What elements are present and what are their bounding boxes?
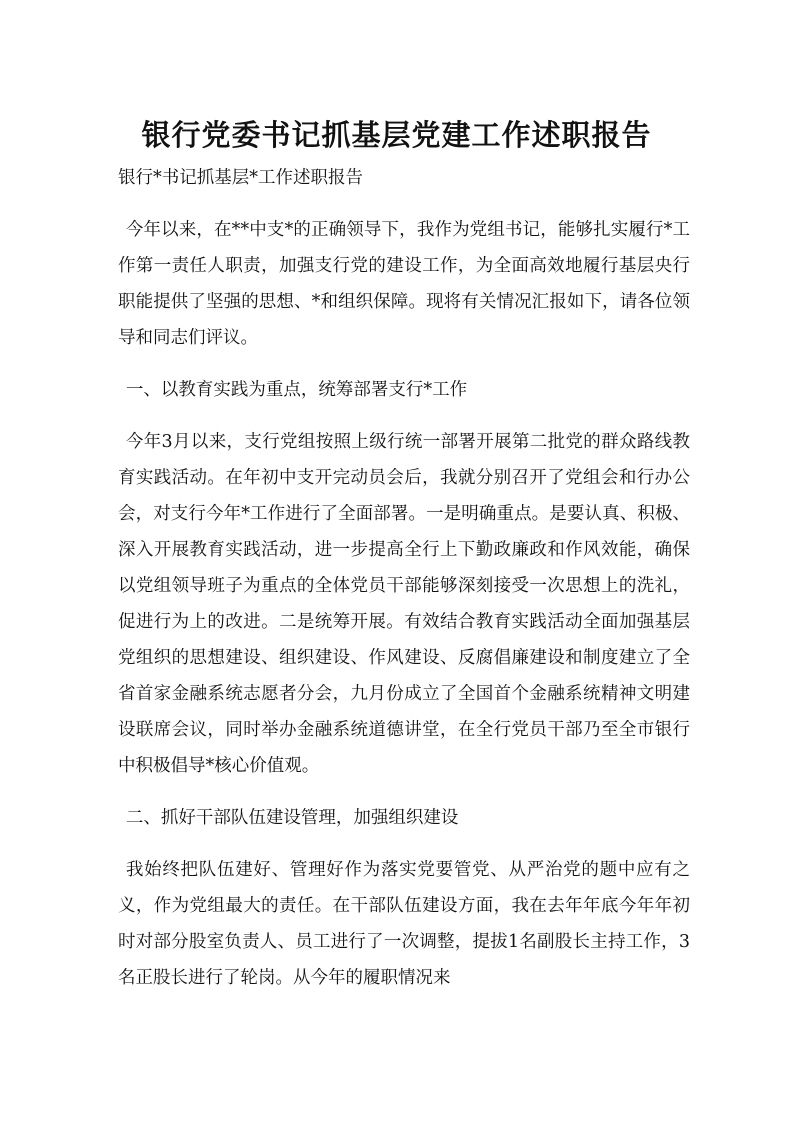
document-body [118, 160, 690, 1012]
document-subtitle: 银行*书记抓基层*工作述职报告 [118, 168, 363, 188]
section-heading-2: 二、抓好干部队伍建设管理，加强组织建设 [125, 808, 459, 828]
paragraph-section-2: 我始终把队伍建好、管理好作为落实党要管党、从严治党的题中应有之义，作为党组最大的责任。在干部队伍建设方面，我在去年年底今年年初时对部分股室负责人、员工进行了一次调整，提拔1名副股长主持工作，3名正股长进行了轮岗。从今年的履职情况来 [118, 860, 690, 988]
paragraph-section-1: 今年3月以来，支行党组按照上级行统一部署开展第二批党的群众路线教育实践活动。在年初中支开完动员会后，我就分别召开了党组会和行办公会，对支行今年*工作进行了全面部署。一是明确重点。是要认真、积极、深入开展教育实践活动，进一步提高全行上下勤政廉政和作风效能，确保以党组领导班子为重点的全体党员干部能够深刻接受一次思想上的洗礼，促进行为上的改进。二是统筹开展。有效结合教育实践活动全面加强基层党组织的思想建设、组织建设、作风建设、反腐倡廉建设和制度建立了全省首家金融系统志愿者分会，九月份成立了全国首个金融系统精神文明建设联席会议，同时举办金融系统道德讲堂，在全行党员干部乃至全市银行中积极倡导*核心价值观。 [118, 432, 690, 776]
document-title: 银行党委书记抓基层党建工作述职报告 [141, 118, 652, 153]
section-heading-1: 一、以教育实践为重点，统筹部署支行*工作 [125, 380, 468, 400]
paragraph-intro: 今年以来，在**中支*的正确领导下，我作为党组书记，能够扎实履行*工作第一责任人职责，加强支行党的建设工作，为全面高效地履行基层央行职能提供了坚强的思想、*和组织保障。现将有关情况汇报如下，请各位领导和同志们评议。 [118, 220, 690, 348]
